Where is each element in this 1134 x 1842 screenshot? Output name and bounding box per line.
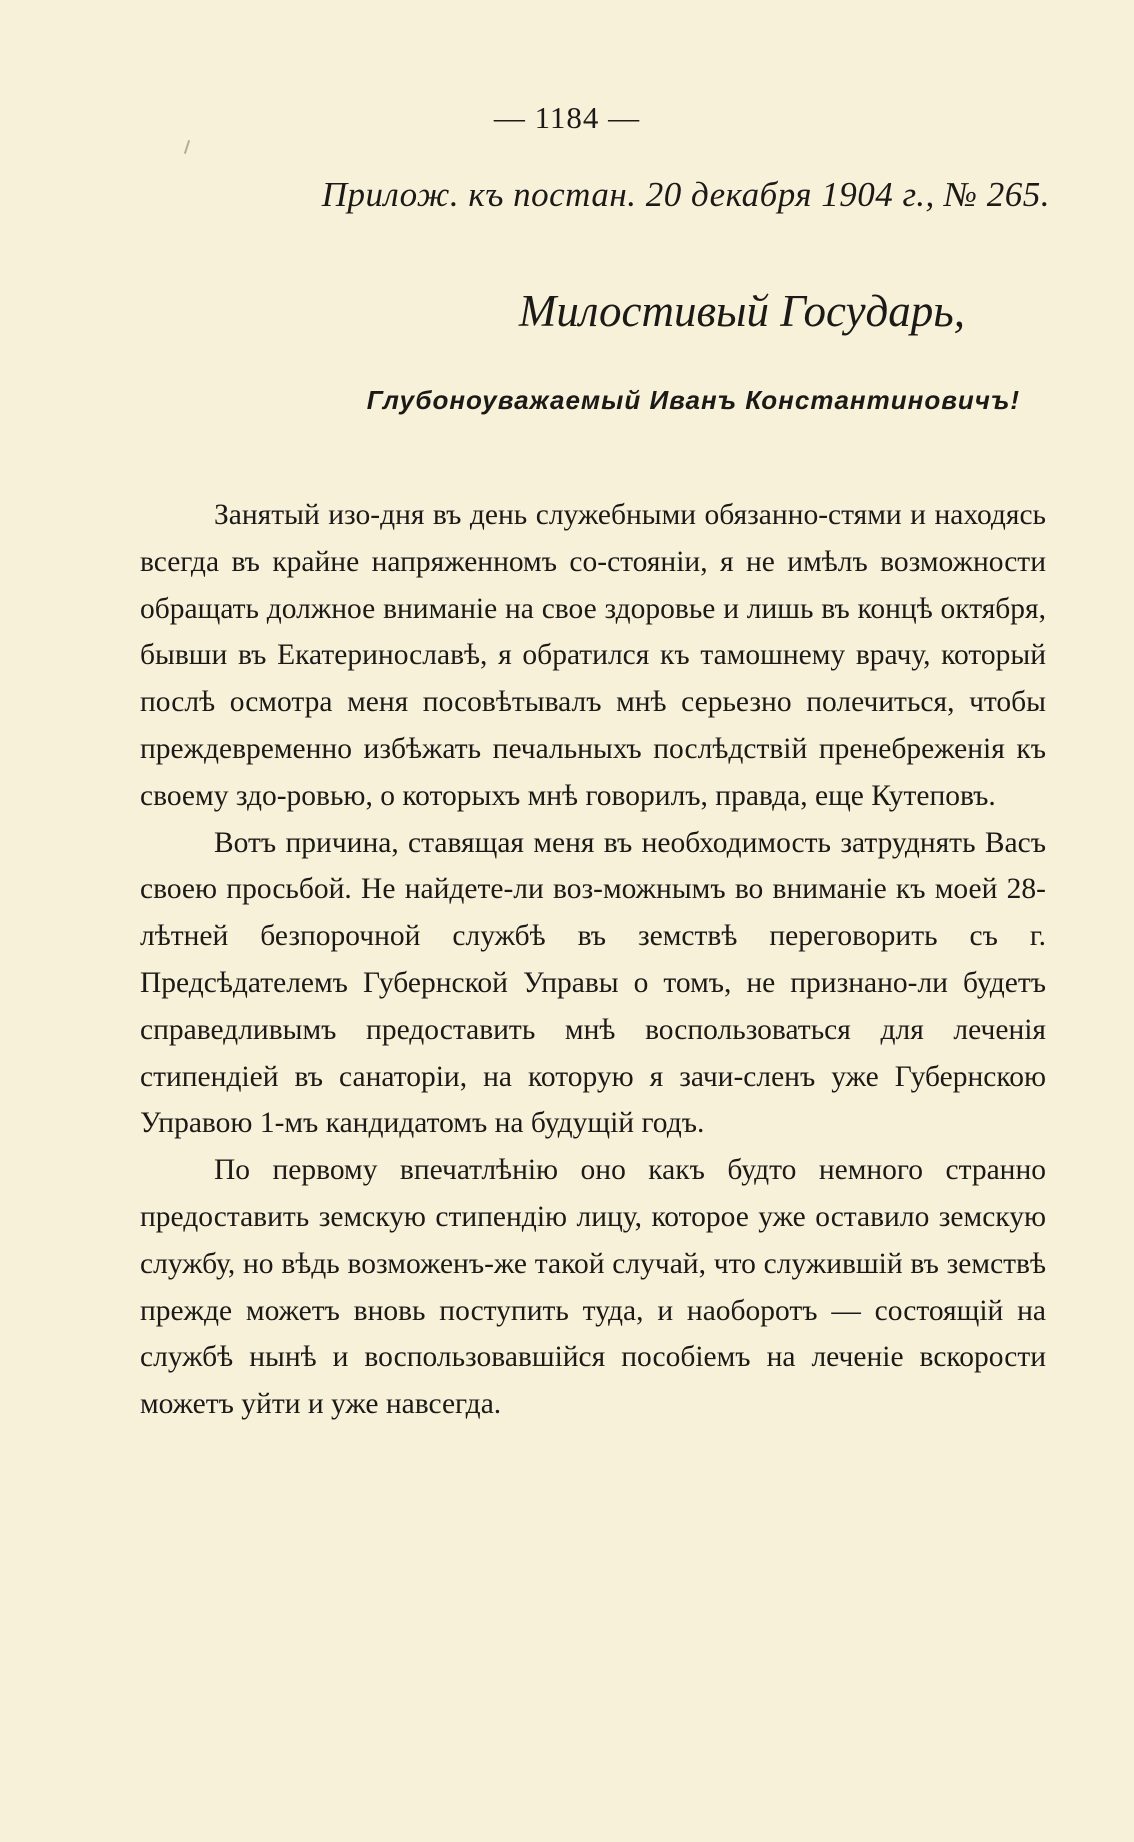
paragraph: Вотъ причина, ставящая меня въ необходимость затруднять Васъ своею просьбой. Не найдете-ли воз-можнымъ во вниманіе къ моей 28-лѣтней безпорочной службѣ въ земствѣ переговорить съ г. Предсѣдателемъ Губернской Управы о томъ, не признано-ли будетъ справедливымъ предоставить мнѣ воспользоваться для леченія стипендіей въ санаторіи, на которую я зачи-сленъ уже Губернскою Управою 1-мъ кандидатомъ на будущій годъ. bbox=[140, 826, 1046, 1140]
paragraph: Занятый изо-дня въ день служебными обязанно-стями и находясь всегда въ крайне напряженномъ со-стояніи, я не имѣлъ возможности обращать должное вниманіе на свое здоровье и лишь въ концѣ октября, бывши въ Екатеринославѣ, я обратился къ тамошнему врачу, который послѣ осмотра меня посовѣтывалъ мнѣ серьезно полечиться, чтобы преждевременно избѣжать печальныхъ послѣдствій пренебреженія къ своему здо-ровью, о которыхъ мнѣ говорилъ, правда, еще Кутеповъ. bbox=[140, 499, 1046, 812]
margin-mark bbox=[184, 140, 190, 154]
addressee: Глубоноуважаемый Иванъ Константиновичъ! bbox=[366, 385, 1020, 415]
paragraph: По первому впечатлѣнію оно какъ будто немного странно предоставить земскую стипендію лицу, которое уже оставило земскую службу, но вѣдь возможенъ-же такой случай, что служившій въ земствѣ прежде можетъ вновь поступить туда, и наоборотъ — состоящій на службѣ нынѣ и воспользовавшійся пособіемъ на леченіе вскорости можетъ уйти и уже навсегда. bbox=[140, 1154, 1046, 1421]
page-number: — 1184 — bbox=[493, 100, 641, 135]
letter-body bbox=[140, 492, 1046, 1428]
annex-reference: Прилож. къ постан. 20 декабря 1904 г., № 265. bbox=[321, 175, 1050, 214]
salutation: Милостивый Государь, bbox=[518, 286, 965, 336]
